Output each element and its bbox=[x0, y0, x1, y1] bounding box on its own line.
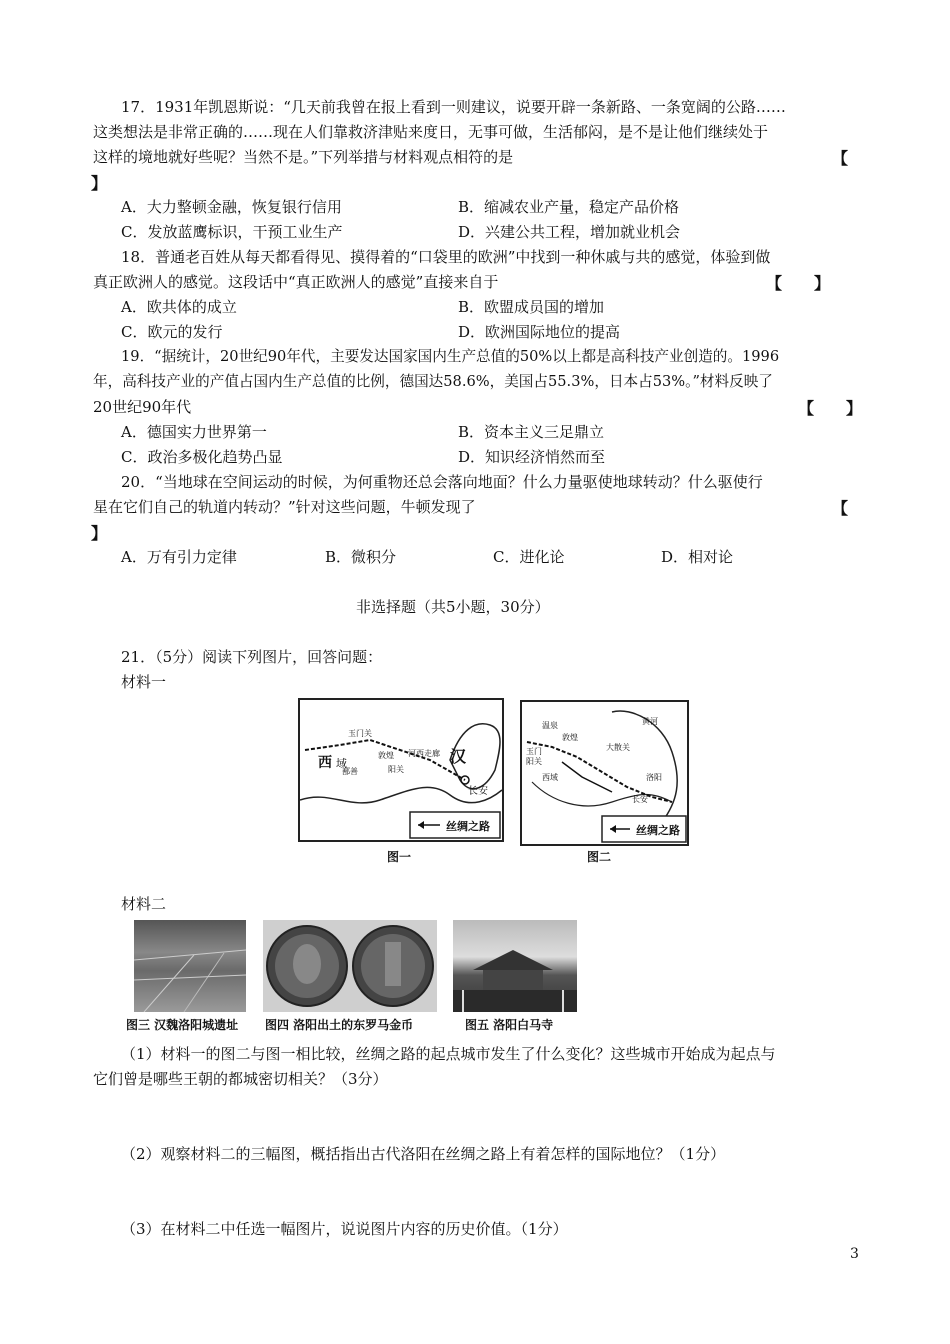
page-number: 3 bbox=[850, 1246, 859, 1262]
q19-option-d: D．知识经济悄然而至 bbox=[458, 448, 606, 466]
map1-label-dunhuang: 敦煌 bbox=[378, 751, 394, 760]
q20-stem-line2: 星在它们自己的轨道内转动？”针对这些问题，牛顿发现了 bbox=[93, 498, 476, 516]
q18-stem-line1: 18．普通老百姓从每天都看得见、摸得着的“口袋里的欧洲”中找到一种休戚与共的感觉，体验到做 bbox=[121, 248, 771, 266]
map2-legend-silk-road: 丝绸之路 bbox=[636, 824, 680, 837]
fig4-caption: 图四 洛阳出土的东罗马金币 bbox=[265, 1018, 414, 1032]
photo-white-horse-temple bbox=[453, 920, 577, 1012]
q21-sub2: （2）观察材料二的三幅图，概括指出古代洛阳在丝绸之路上有着怎样的国际地位？（1分） bbox=[121, 1145, 726, 1163]
q17-answer-bracket-close: 】 bbox=[91, 174, 108, 193]
q19-option-a: A．德国实力世界第一 bbox=[121, 423, 267, 441]
q17-option-d: D．兴建公共工程，增加就业机会 bbox=[458, 223, 681, 241]
material-one-label: 材料一 bbox=[121, 673, 167, 691]
map2-label-luoyang: 洛阳 bbox=[646, 773, 662, 782]
map2-label-huanghe: 黄河 bbox=[642, 717, 658, 726]
q19-option-c: C．政治多极化趋势凸显 bbox=[121, 448, 283, 466]
map1-caption: 图一 bbox=[387, 850, 412, 864]
q17-answer-bracket-open: 【 bbox=[832, 149, 849, 168]
map2-label-dasanguan: 大散关 bbox=[606, 743, 630, 752]
fig5-caption: 图五 洛阳白马寺 bbox=[465, 1018, 554, 1032]
q20-answer-bracket-open: 【 bbox=[832, 499, 849, 518]
q20-option-d: D．相对论 bbox=[661, 548, 734, 566]
fig3-caption: 图三 汉魏洛阳城遗址 bbox=[126, 1018, 239, 1032]
photo-temple-shapes bbox=[453, 920, 577, 1012]
section-title: 非选择题（共5小题，30分） bbox=[356, 598, 550, 616]
map1-label-yumenguan: 玉门关 bbox=[348, 729, 372, 738]
map2-label-yumen: 玉门 bbox=[526, 747, 542, 756]
map1-label-han: 汉 bbox=[450, 747, 467, 766]
q19-answer-bracket: 【 】 bbox=[798, 399, 863, 418]
map1-legend-silk-road: 丝绸之路 bbox=[446, 820, 490, 833]
q18-answer-bracket: 【 】 bbox=[766, 274, 831, 293]
q18-stem-line2: 真正欧洲人的感觉。这段话中“真正欧洲人的感觉”直接来自于 bbox=[93, 273, 499, 291]
map2-caption: 图二 bbox=[587, 850, 612, 864]
map2-label-wenquan: 温泉 bbox=[542, 721, 558, 730]
map1-label-shanshan: 鄯善 bbox=[342, 767, 358, 776]
q18-option-c: C．欧元的发行 bbox=[121, 323, 223, 341]
map-figure-1 bbox=[298, 698, 504, 842]
q17-stem-line3: 这样的境地就好些呢？当然不是。”下列举措与材料观点相符的是 bbox=[93, 148, 514, 166]
q20-option-a: A．万有引力定律 bbox=[121, 548, 237, 566]
photo-luoyang-ruins bbox=[134, 920, 246, 1012]
q20-answer-bracket-close: 】 bbox=[91, 524, 108, 543]
q17-stem-line1: 17．1931年凯恩斯说：“几天前我曾在报上看到一则建议，说要开辟一条新路、一条宽阔的公路…… bbox=[121, 98, 786, 116]
q17-stem-line2: 这类想法是非常正确的……现在人们靠救济津贴来度日，无事可做，生活郁闷，是不是让他们继续处于 bbox=[93, 123, 769, 141]
photo-ruins-lines bbox=[134, 920, 246, 1012]
map-figure-2 bbox=[520, 700, 689, 846]
q21-sub1-line2: 它们曾是哪些王朝的都城密切相关？（3分） bbox=[93, 1070, 388, 1088]
q20-option-b: B．微积分 bbox=[325, 548, 397, 566]
q17-option-b: B．缩减农业产量，稳定产品价格 bbox=[458, 198, 680, 216]
material-two-label: 材料二 bbox=[121, 895, 167, 913]
q18-option-b: B．欧盟成员国的增加 bbox=[458, 298, 605, 316]
q18-option-d: D．欧洲国际地位的提高 bbox=[458, 323, 621, 341]
q20-stem-line1: 20．“当地球在空间运动的时候，为何重物还总会落向地面？什么力量驱使地球转动？什么驱使行 bbox=[121, 473, 763, 491]
photo-roman-coins bbox=[263, 920, 437, 1012]
q20-option-c: C．进化论 bbox=[493, 548, 565, 566]
map2-label-changan: 长安 bbox=[632, 795, 648, 804]
map1-label-yu: 域 bbox=[336, 757, 347, 770]
q18-option-a: A．欧共体的成立 bbox=[121, 298, 237, 316]
map1-label-changan: 长安 bbox=[468, 786, 488, 797]
q19-stem-line2: 年，高科技产业的产值占国内生产总值的比例，德国达58.6%，美国占55.3%，日本占53%。”材料反映了 bbox=[93, 373, 773, 390]
q17-option-a: A．大力整顿金融，恢复银行信用 bbox=[121, 198, 342, 216]
q17-option-c: C．发放蓝鹰标识，干预工业生产 bbox=[121, 223, 343, 241]
q19-stem-line3: 20世纪90年代 bbox=[93, 398, 192, 416]
map1-label-yangguan: 阳关 bbox=[388, 765, 404, 774]
q19-stem-line1: 19．“据统计，20世纪90年代，主要发达国家国内生产总值的50%以上都是高科技产业创造的。1996 bbox=[121, 348, 780, 365]
q21-sub1-line1: （1）材料一的图二与图一相比较，丝绸之路的起点城市发生了什么变化？这些城市开始成为起点与 bbox=[121, 1045, 776, 1063]
photo-coins-shapes bbox=[263, 920, 437, 1012]
map2-label-dunhuang: 敦煌 bbox=[562, 733, 578, 742]
map2-label-yangguan: 阳关 bbox=[526, 757, 542, 766]
q21-sub3: （3）在材料二中任选一幅图片，说说图片内容的历史价值。（1分） bbox=[121, 1220, 568, 1238]
q21-intro: 21．（5分）阅读下列图片，回答问题： bbox=[121, 648, 383, 666]
map1-label-hexi: 河西走廊 bbox=[408, 749, 440, 758]
map2-label-xiyu: 西域 bbox=[542, 773, 558, 782]
map1-label-xi: 西 bbox=[318, 755, 332, 771]
q19-option-b: B．资本主义三足鼎立 bbox=[458, 423, 605, 441]
